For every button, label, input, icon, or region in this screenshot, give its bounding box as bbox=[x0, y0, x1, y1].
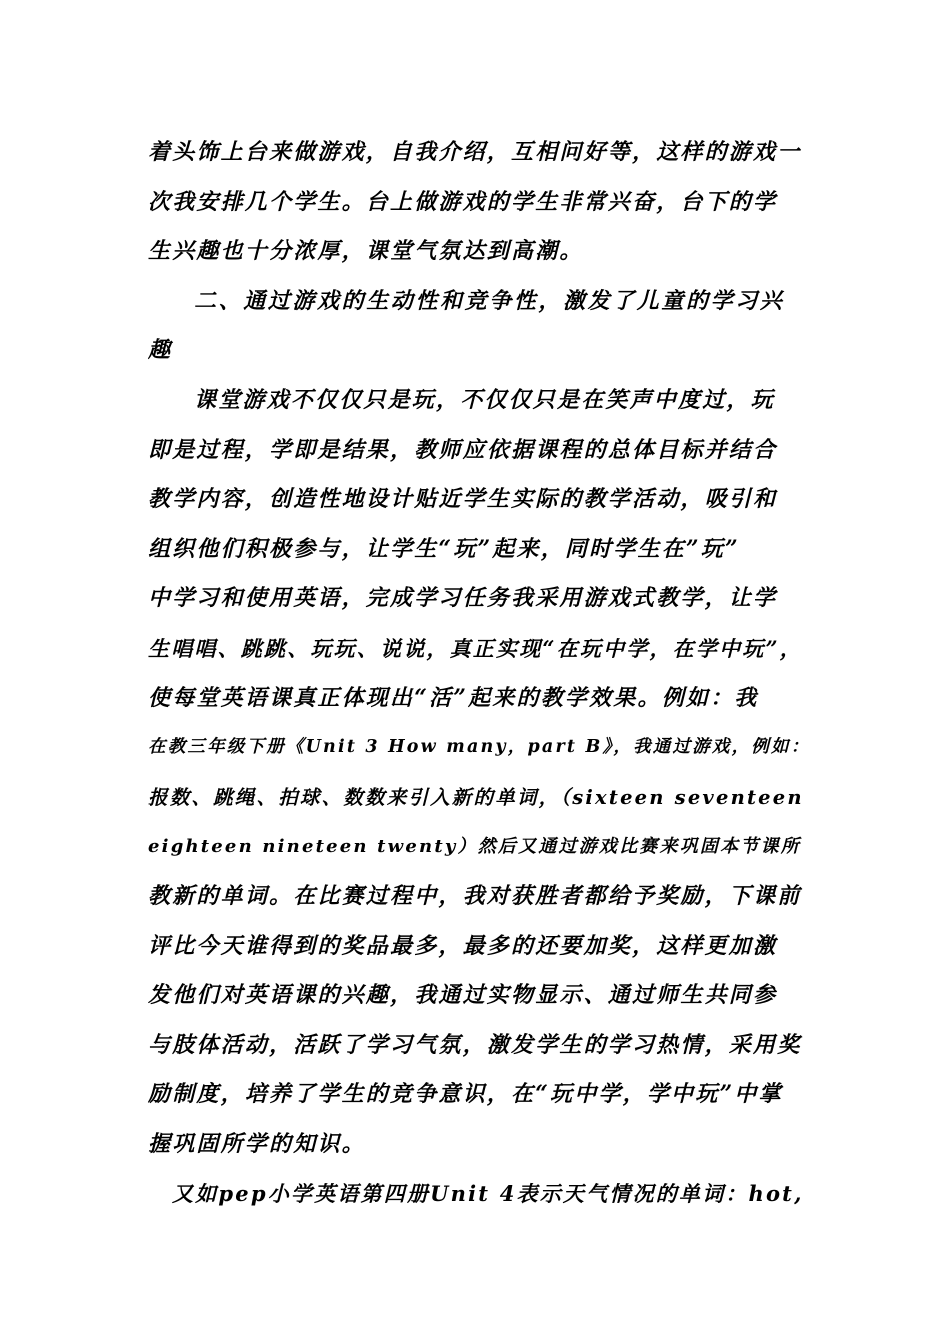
text-line: 组织他们积极参与，让学生“玩”起来，同时学生在”玩” bbox=[148, 535, 740, 562]
text-line: eighteen nineteen twenty）然后又通过游戏比赛来巩固本节课所 bbox=[148, 836, 801, 858]
text-line: 次我安排几个学生。台上做游戏的学生非常兴奋，台下的学 bbox=[148, 188, 778, 215]
text-line: 报数、跳绳、拍球、数数来引入新的单词，（sixteen seventeen bbox=[148, 785, 804, 809]
text-line: 生兴趣也十分浓厚，课堂气氛达到高潮。 bbox=[148, 238, 584, 265]
text-line: 即是过程，学即是结果，教师应依据课程的总体目标并结合 bbox=[148, 436, 778, 463]
heading-line: 趣 bbox=[148, 337, 173, 364]
text-line: 与肢体活动，活跃了学习气氛，激发学生的学习热情，采用奖 bbox=[148, 1031, 802, 1058]
text-line: 教学内容，创造性地设计贴近学生实际的教学活动，吸引和 bbox=[148, 486, 778, 513]
section-heading bbox=[148, 277, 810, 376]
text-line: 握巩固所学的知识。 bbox=[148, 1130, 366, 1157]
text-line: 中学习和使用英语，完成学习任务我采用游戏式教学，让学 bbox=[148, 585, 778, 612]
paragraph-example bbox=[148, 1169, 810, 1219]
document-page bbox=[148, 128, 810, 1219]
text-line: 生唱唱、跳跳、玩玩、说说，真正实现“在玩中学，在学中玩”， bbox=[148, 635, 803, 661]
text-line: 着头饰上台来做游戏，自我介绍，互相问好等，这样的游戏一 bbox=[148, 139, 802, 165]
paragraph-intro bbox=[148, 128, 810, 277]
text-line: 教新的单词。在比赛过程中，我对获胜者都给予奖励，下课前 bbox=[148, 882, 802, 909]
paragraph-body bbox=[148, 376, 810, 1170]
text-line: 励制度，培养了学生的竞争意识，在“玩中学，学中玩”中掌 bbox=[148, 1081, 783, 1108]
text-line: 课堂游戏不仅仅只是玩，不仅仅只是在笑声中度过，玩 bbox=[194, 386, 775, 413]
text-line: 评比今天谁得到的奖品最多，最多的还要加奖，这样更加激 bbox=[148, 932, 778, 959]
text-line: 又如pep小学英语第四册Unit 4表示天气情况的单词：hot, bbox=[172, 1181, 804, 1207]
heading-line: 二、通过游戏的生动性和竞争性，激发了儿童的学习兴 bbox=[194, 287, 785, 314]
text-line: 使每堂英语课真正体现出“活”起来的教学效果。例如：我 bbox=[148, 684, 759, 711]
text-line: 在教三年级下册《Unit 3 How many，part B》，我通过游戏，例如： bbox=[148, 737, 811, 758]
text-line: 发他们对英语课的兴趣，我通过实物显示、通过师生共同参 bbox=[148, 982, 778, 1009]
